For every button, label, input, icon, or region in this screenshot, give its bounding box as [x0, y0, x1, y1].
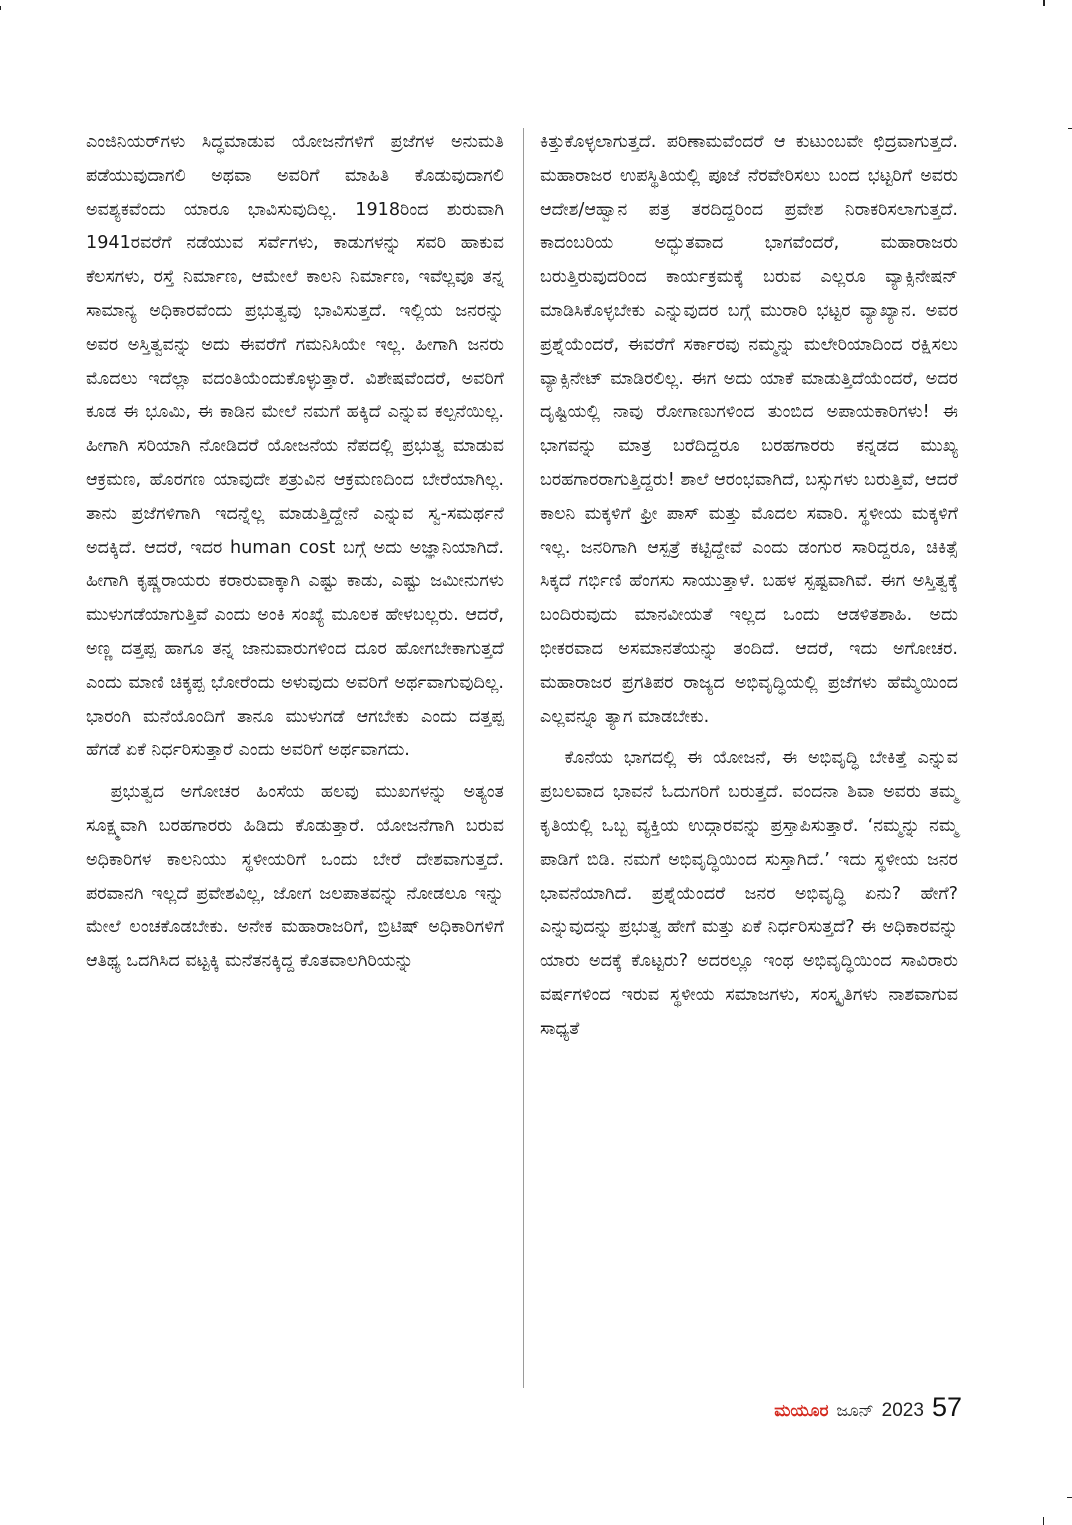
- crop-mark-right: [1068, 128, 1072, 129]
- crop-mark-top-right: [1043, 0, 1045, 6]
- issue-month: ಜೂನ್: [836, 1401, 874, 1420]
- magazine-logo: ಮಯೂರ: [774, 1401, 829, 1420]
- left-paragraph-1: ಎಂಜಿನಿಯರ್‌ಗಳು ಸಿದ್ಧಮಾಡುವ ಯೋಜನೆಗಳಿಗೆ ಪ್ರಜೆಗಳ ಅನುಮತಿ ಪಡೆಯುವುದಾಗಲಿ ಅಥವಾ ಅವರಿಗೆ ಮಾಹಿತಿ ಕೊಡುವುದಾಗಲಿ ಅವಶ್ಯಕವೆಂದು ಯಾರೂ ಭಾವಿಸುವುದಿಲ್ಲ. 1918ರಿಂದ ಶುರುವಾಗಿ 1941ರವರೆಗೆ ನಡೆಯುವ ಸರ್ವೆಗಳು, ಕಾಡುಗಳನ್ನು ಸವರಿ ಹಾಕುವ ಕೆಲಸಗಳು, ರಸ್ತೆ ನಿರ್ಮಾಣ, ಆಮೇಲೆ ಕಾಲನಿ ನಿರ್ಮಾಣ, ಇವೆಲ್ಲವೂ ತನ್ನ ಸಾಮಾನ್ಯ ಅಧಿಕಾರವೆಂದು ಪ್ರಭುತ್ವವು ಭಾವಿಸುತ್ತದೆ. ಇಲ್ಲಿಯ ಜನರನ್ನು ಅವರ ಅಸ್ತಿತ್ವವನ್ನು ಅದು ಈವರೆಗೆ ಗಮನಿಸಿಯೇ ಇಲ್ಲ. ಹೀಗಾಗಿ ಜನರು ಮೊದಲು ಇದೆಲ್ಲಾ ವದಂತಿಯೆಂದುಕೊಳ್ಳುತ್ತಾರೆ. ವಿಶೇಷವೆಂದರೆ, ಅವರಿಗೆ ಕೂಡ ಈ ಭೂಮಿ, ಈ ಕಾಡಿನ ಮೇಲೆ ನಮಗೆ ಹಕ್ಕಿದೆ ಎನ್ನುವ ಕಲ್ಪನೆಯಿಲ್ಲ. ಹೀಗಾಗಿ ಸರಿಯಾಗಿ ನೋಡಿದರೆ ಯೋಜನೆಯ ನೆಪದಲ್ಲಿ ಪ್ರಭುತ್ವ ಮಾಡುವ ಆಕ್ರಮಣ, ಹೊರಗಣ ಯಾವುದೇ ಶತ್ರುವಿನ ಆಕ್ರಮಣದಿಂದ ಬೇರೆಯಾಗಿಲ್ಲ. ತಾನು ಪ್ರಜೆಗಳಿಗಾಗಿ ಇದನ್ನೆಲ್ಲ ಮಾಡುತ್ತಿದ್ದೇನೆ ಎನ್ನುವ ಸ್ವ-ಸಮರ್ಥನೆ ಅದಕ್ಕಿದೆ. ಆದರೆ, ಇದರ human cost ಬಗ್ಗೆ ಅದು ಅಜ್ಞಾನಿಯಾಗಿದೆ. ಹೀಗಾಗಿ ಕೃಷ್ಣರಾಯರು ಕರಾರುವಾಕ್ಕಾಗಿ ಎಷ್ಟು ಕಾಡು, ಎಷ್ಟು ಜಮೀನುಗಳು ಮುಳುಗಡೆಯಾಗುತ್ತಿವೆ ಎಂದು ಅಂಕಿ ಸಂಖ್ಯೆ ಮೂಲಕ ಹೇಳಬಲ್ಲರು. ಆದರೆ, ಅಣ್ಣ ದತ್ತಪ್ಪ ಹಾಗೂ ತನ್ನ ಜಾನುವಾರುಗಳಿಂದ ದೂರ ಹೋಗಬೇಕಾಗುತ್ತದೆ ಎಂದು ಮಾಣಿ ಚಿಕ್ಕಪ್ಪ ಭೋರೆಂದು ಅಳುವುದು ಅವರಿಗೆ ಅರ್ಥವಾಗುವುದಿಲ್ಲ. ಭಾರಂಗಿ ಮನೆಯೊಂದಿಗೆ ತಾನೂ ಮುಳುಗಡೆ ಆಗಬೇಕು ಎಂದು ದತ್ತಪ್ಪ ಹೆಗಡೆ ಏಕೆ ನಿರ್ಧರಿಸುತ್ತಾರೆ ಎಂದು ಅವರಿಗೆ ಅರ್ಥವಾಗದು.: [86, 132, 504, 761]
- right-paragraph-1: ಕಿತ್ತುಕೊಳ್ಳಲಾಗುತ್ತದೆ. ಪರಿಣಾಮವೆಂದರೆ ಆ ಕುಟುಂಬವೇ ಛಿದ್ರವಾಗುತ್ತದೆ. ಮಹಾರಾಜರ ಉಪಸ್ಥಿತಿಯಲ್ಲಿ ಪೂಜೆ ನೆರವೇರಿಸಲು ಬಂದ ಭಟ್ಟರಿಗೆ ಅವರು ಆದೇಶ/ಆಹ್ವಾನ ಪತ್ರ ತರದಿದ್ದರಿಂದ ಪ್ರವೇಶ ನಿರಾಕರಿಸಲಾಗುತ್ತದೆ. ಕಾದಂಬರಿಯ ಅದ್ಭುತವಾದ ಭಾಗವೆಂದರೆ, ಮಹಾರಾಜರು ಬರುತ್ತಿರುವುದರಿಂದ ಕಾರ್ಯಕ್ರಮಕ್ಕೆ ಬರುವ ಎಲ್ಲರೂ ವ್ಯಾಕ್ಸಿನೇಷನ್ ಮಾಡಿಸಿಕೊಳ್ಳಬೇಕು ಎನ್ನುವುದರ ಬಗ್ಗೆ ಮುರಾರಿ ಭಟ್ಟರ ವ್ಯಾಖ್ಯಾನ. ಅವರ ಪ್ರಶ್ನೆಯೆಂದರೆ, ಈವರೆಗೆ ಸರ್ಕಾರವು ನಮ್ಮನ್ನು ಮಲೇರಿಯಾದಿಂದ ರಕ್ಷಿಸಲು ವ್ಯಾಕ್ಸಿನೇಟ್ ಮಾಡಿರಲಿಲ್ಲ. ಈಗ ಅದು ಯಾಕೆ ಮಾಡುತ್ತಿದೆಯೆಂದರೆ, ಅದರ ದೃಷ್ಟಿಯಲ್ಲಿ ನಾವು ರೋಗಾಣುಗಳಿಂದ ತುಂಬಿದ ಅಪಾಯಕಾರಿಗಳು! ಈ ಭಾಗವನ್ನು ಮಾತ್ರ ಬರೆದಿದ್ದರೂ ಬರಹಗಾರರು ಕನ್ನಡದ ಮುಖ್ಯ ಬರಹಗಾರರಾಗುತ್ತಿದ್ದರು! ಶಾಲೆ ಆರಂಭವಾಗಿದೆ, ಬಸ್ಸುಗಳು ಬರುತ್ತಿವೆ, ಆದರೆ ಕಾಲನಿ ಮಕ್ಕಳಿಗೆ ಫ್ರೀ ಪಾಸ್ ಮತ್ತು ಮೊದಲ ಸವಾರಿ. ಸ್ಥಳೀಯ ಮಕ್ಕಳಿಗೆ ಇಲ್ಲ. ಜನರಿಗಾಗಿ ಆಸ್ಪತ್ರೆ ಕಟ್ಟಿದ್ದೇವೆ ಎಂದು ಡಂಗುರ ಸಾರಿದ್ದರೂ, ಚಿಕಿತ್ಸೆ ಸಿಕ್ಕದೆ ಗರ್ಭಿಣಿ ಹೆಂಗಸು ಸಾಯುತ್ತಾಳೆ. ಬಹಳ ಸ್ಪಷ್ಟವಾಗಿವೆ. ಈಗ ಅಸ್ತಿತ್ವಕ್ಕೆ ಬಂದಿರುವುದು ಮಾನವೀಯತೆ ಇಲ್ಲದ ಒಂದು ಆಡಳಿತಶಾಹಿ. ಅದು ಭೀಕರವಾದ ಅಸಮಾನತೆಯನ್ನು ತಂದಿದೆ. ಆದರೆ, ಇದು ಅಗೋಚರ. ಮಹಾರಾಜರ ಪ್ರಗತಿಪರ ರಾಜ್ಯದ ಅಭಿವೃದ್ಧಿಯಲ್ಲಿ ಪ್ರಜೆಗಳು ಹೆಮ್ಮೆಯಿಂದ ಎಲ್ಲವನ್ನೂ ತ್ಯಾಗ ಮಾಡಬೇಕು.: [540, 132, 958, 727]
- left-column: [86, 126, 504, 979]
- right-column: [540, 126, 958, 1047]
- crop-mark-bottom-right: [1067, 1497, 1072, 1498]
- page-number: 57: [931, 1392, 962, 1422]
- issue-year: 2023: [881, 1400, 924, 1421]
- right-paragraph-2: ಕೊನೆಯ ಭಾಗದಲ್ಲಿ ಈ ಯೋಜನೆ, ಈ ಅಭಿವೃದ್ಧಿ ಬೇಕಿತ್ತೆ ಎನ್ನುವ ಪ್ರಬಲವಾದ ಭಾವನೆ ಓದುಗರಿಗೆ ಬರುತ್ತದೆ. ವಂದನಾ ಶಿವಾ ಅವರು ತಮ್ಮ ಕೃತಿಯಲ್ಲಿ ಒಬ್ಬ ವ್ಯಕ್ತಿಯ ಉದ್ಗಾರವನ್ನು ಪ್ರಸ್ತಾಪಿಸುತ್ತಾರೆ. ‘ನಮ್ಮನ್ನು ನಮ್ಮ ಪಾಡಿಗೆ ಬಿಡಿ. ನಮಗೆ ಅಭಿವೃದ್ಧಿಯಿಂದ ಸುಸ್ತಾಗಿದೆ.’ ಇದು ಸ್ಥಳೀಯ ಜನರ ಭಾವನೆಯಾಗಿದೆ. ಪ್ರಶ್ನೆಯೆಂದರೆ ಜನರ ಅಭಿವೃದ್ಧಿ ಏನು? ಹೇಗೆ? ಎನ್ನುವುದನ್ನು ಪ್ರಭುತ್ವ ಹೇಗೆ ಮತ್ತು ಏಕೆ ನಿರ್ಧರಿಸುತ್ತದೆ? ಈ ಅಧಿಕಾರವನ್ನು ಯಾರು ಅದಕ್ಕೆ ಕೊಟ್ಟರು? ಅದರಲ್ಲೂ ಇಂಥ ಅಭಿವೃದ್ಧಿಯಿಂದ ಸಾವಿರಾರು ವರ್ಷಗಳಿಂದ ಇರುವ ಸ್ಥಳೀಯ ಸಮಾಜಗಳು, ಸಂಸ್ಕೃತಿಗಳು ನಾಶವಾಗುವ ಸಾಧ್ಯತೆ: [540, 748, 958, 1039]
- page-footer: [774, 1392, 962, 1423]
- left-paragraph-2: ಪ್ರಭುತ್ವದ ಅಗೋಚರ ಹಿಂಸೆಯ ಹಲವು ಮುಖಗಳನ್ನು ಅತ್ಯಂತ ಸೂಕ್ಷ್ಮವಾಗಿ ಬರಹಗಾರರು ಹಿಡಿದು ಕೊಡುತ್ತಾರೆ. ಯೋಜನೆಗಾಗಿ ಬರುವ ಅಧಿಕಾರಿಗಳ ಕಾಲನಿಯು ಸ್ಥಳೀಯರಿಗೆ ಒಂದು ಬೇರೆ ದೇಶವಾಗುತ್ತದೆ. ಪರವಾನಗಿ ಇಲ್ಲದೆ ಪ್ರವೇಶವಿಲ್ಲ, ಜೋಗ ಜಲಪಾತವನ್ನು ನೋಡಲೂ ಇನ್ನು ಮೇಲೆ ಲಂಚಕೊಡಬೇಕು. ಅನೇಕ ಮಹಾರಾಜರಿಗೆ, ಬ್ರಿಟಿಷ್ ಅಧಿಕಾರಿಗಳಿಗೆ ಆತಿಥ್ಯ ಒದಗಿಸಿದ ವಟ್ಟಕ್ಕಿ ಮನೆತನಕ್ಕಿದ್ದ ಕೊತವಾಲಗಿರಿಯನ್ನು: [86, 782, 504, 972]
- crop-mark-bottom-left: [1043, 1517, 1044, 1525]
- crop-mark-top-left: [0, 6, 1, 10]
- column-divider: [523, 128, 524, 1388]
